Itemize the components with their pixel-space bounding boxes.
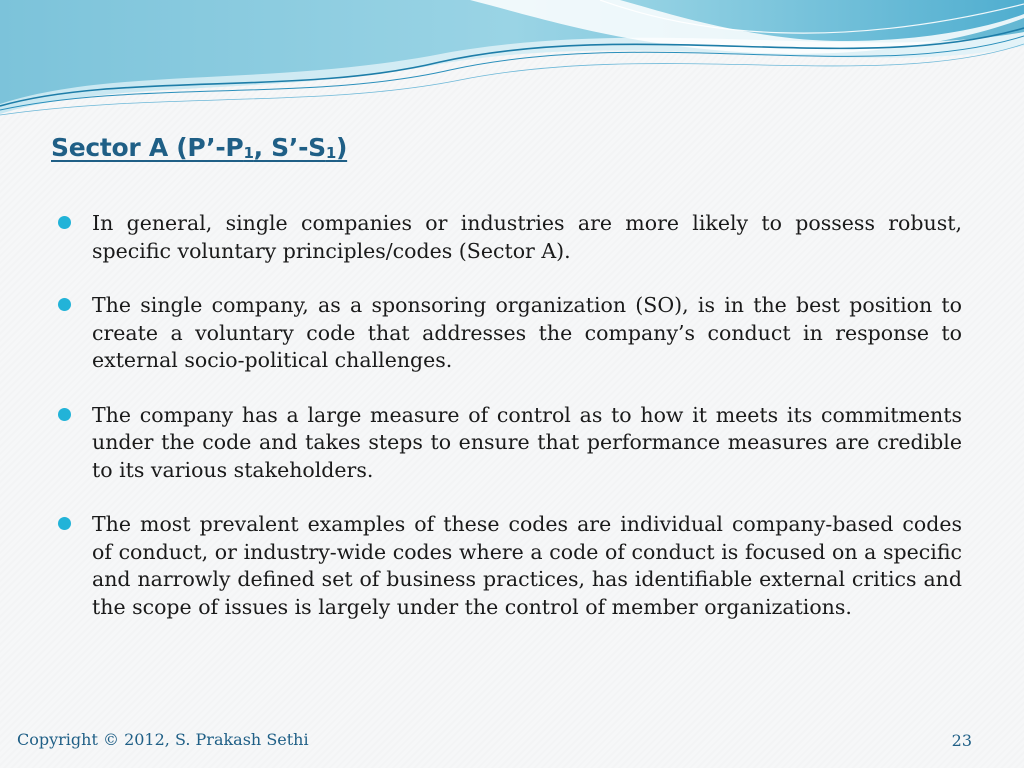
bullet-text: The company has a large measure of control as to how it meets its commitments under the code and takes steps to ensure that performance measures are credible to its various stakeholders. bbox=[92, 402, 962, 482]
bullet-dot-icon bbox=[58, 408, 71, 421]
bullet-text: The single company, as a sponsoring organization (SO), is in the best position to create a voluntary code that addresses the company’s conduct in response to external socio-political challenges. bbox=[92, 293, 962, 372]
page-number: 23 bbox=[951, 731, 972, 750]
bullet-text: The most prevalent examples of these codes are individual company-based codes of conduct, or industry-wide codes where a code of conduct is focused on a specific and narrowly defined set of business practices, has identifiable external critics and the scope of issues is largely under the control of member organizations. bbox=[92, 512, 962, 619]
title-suffix: ) bbox=[336, 133, 348, 162]
title-subscript-2: 1 bbox=[325, 144, 337, 162]
slide-title bbox=[51, 133, 347, 162]
bullet-item bbox=[58, 402, 962, 485]
copyright-footer: Copyright © 2012, S. Prakash Sethi bbox=[17, 730, 309, 749]
bullet-item bbox=[58, 210, 962, 265]
title-prefix: Sector A (P’-P bbox=[51, 133, 244, 162]
bullet-text: In general, single companies or industries are more likely to possess robust, specific voluntary principles/codes (Sector A). bbox=[92, 211, 962, 263]
bullet-item bbox=[58, 292, 962, 375]
bullet-dot-icon bbox=[58, 298, 71, 311]
bullet-item bbox=[58, 511, 962, 621]
bullet-dot-icon bbox=[58, 216, 71, 229]
title-subscript-1: 1 bbox=[243, 144, 254, 162]
title-middle: , S’-S bbox=[253, 133, 326, 162]
bullet-list bbox=[58, 210, 962, 648]
wave-header-graphic bbox=[0, 0, 1024, 120]
bullet-dot-icon bbox=[58, 517, 71, 530]
